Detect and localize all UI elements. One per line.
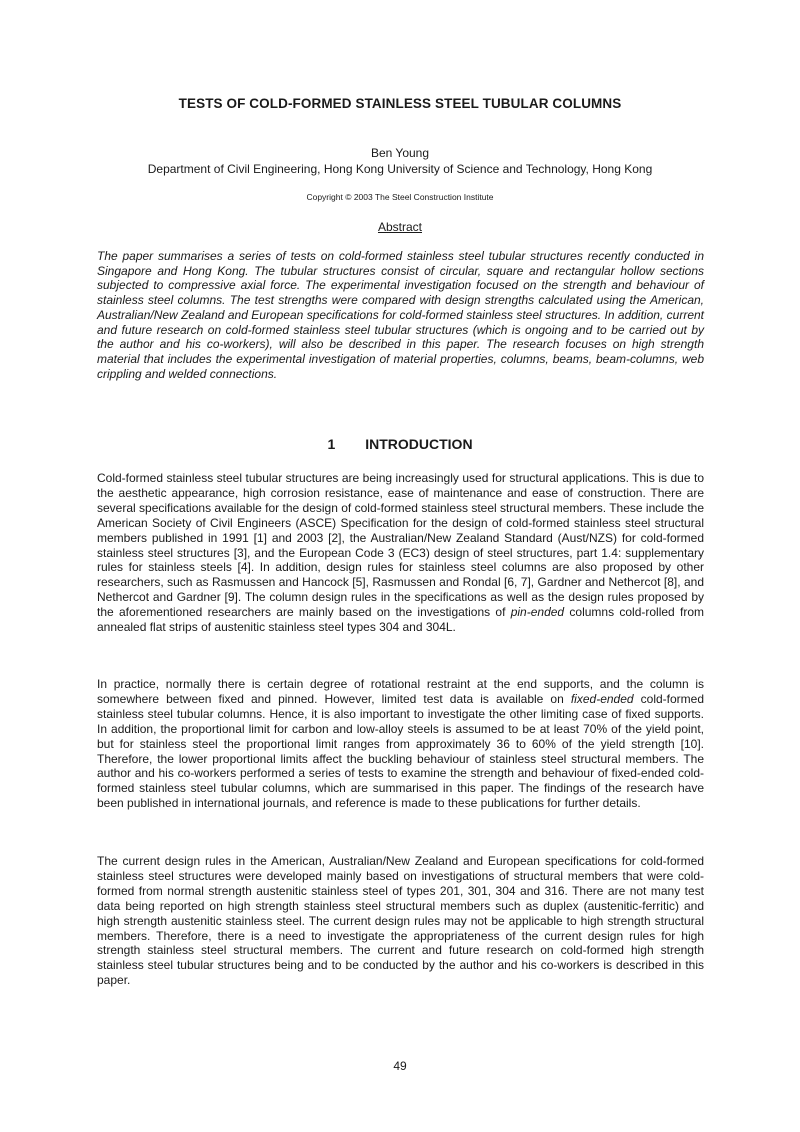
- abstract-body: The paper summarises a series of tests on cold-formed stainless steel tubular structures recently conducted in Singapore and Hong Kong. The tubular structures consist of circular, square and rectangular hollow sections subjected to compressive axial force. The experimental investigation focused on the strength and behaviour of stainless steel columns. The test strengths were compared with design strengths calculated using the American, Australian/New Zealand and European specifications for cold-formed stainless steel structures. In addition, current and future research on cold-formed stainless steel tubular structures (which is ongoing and to be carried out by the author and his co-workers), will also be described in this paper. The research focuses on high strength material that includes the experimental investigation of material properties, columns, beams, beam-columns, web crippling and welded connections.: [97, 249, 704, 381]
- abstract-heading: Abstract: [377, 220, 422, 234]
- paragraph-text: In practice, normally there is certain degree of rotational restraint at the end supports, and the column is somewhere between fixed and pinned. However, limited test data is available on: [97, 677, 704, 706]
- paragraph-text: columns cold-rolled from annealed flat strips of austenitic stainless steel types 304 and 304L.: [97, 605, 704, 635]
- page-number: 49: [393, 1059, 407, 1073]
- paragraph-text: cold-formed stainless steel tubular columns. Hence, it is also important to investigate the other limiting case of fixed supports. In addition, the proportional limit for carbon and low-alloy steels is assumed to be at least 70% of the yield point, but for stainless steel the proportional limit ranges from approximately 36 to 60% of the yield strength [10]. Therefore, the lower proportional limits affect the buckling behaviour of stainless steel structural members. The author and his co-workers performed a series of tests to examine the strength and behaviour of fixed-ended cold-formed stainless steel tubular columns, which are summarised in this paper. The findings of the research have been published in international journals, and reference is made to these publications for further details.: [97, 691, 704, 811]
- intro-paragraph-2: [97, 677, 704, 811]
- emphasis-text: fixed-ended: [570, 691, 634, 706]
- section-number: 1: [327, 436, 336, 452]
- paper-title: TESTS OF COLD-FORMED STAINLESS STEEL TUBULAR COLUMNS: [178, 96, 622, 111]
- section-heading-introduction: [0, 436, 800, 452]
- author-affiliation: Department of Civil Engineering, Hong Kong University of Science and Technology, Hong Kong: [147, 162, 653, 176]
- intro-paragraph-1: [97, 471, 704, 635]
- intro-paragraph-3: The current design rules in the American, Australian/New Zealand and European specifications for cold-formed stainless steel structures were developed mainly based on investigations of structural members that were cold-formed from normal strength austenitic stainless steel of types 201, 301, 304 and 316. There are not many test data being reported on high strength stainless steel structural members such as duplex (austenitic-ferritic) and high strength austenitic stainless steel. The current design rules may not be applicable to high strength structural members. Therefore, there is a need to investigate the appropriateness of the current design rules for high strength stainless steel structural members. The current and future research on cold-formed high strength stainless steel tubular structures being and to be conducted by the author and his co-workers is described in this paper.: [97, 854, 704, 988]
- copyright-notice: Copyright © 2003 The Steel Construction Institute: [306, 192, 494, 202]
- paragraph-text: Cold-formed stainless steel tubular structures are being increasingly used for structural applications. This is due to the aesthetic appearance, high corrosion resistance, ease of maintenance and ease of construction. There are several specifications available for the design of cold-formed stainless steel structural members. These include the American Society of Civil Engineers (ASCE) Specification for the design of cold-formed stainless steel structural members published in 1991 [1] and 2003 [2], the Australian/New Zealand Standard (Aust/NZS) for cold-formed stainless steel structures [3], and the European Code 3 (EC3) design of steel structures, part 1.4: supplementary rules for stainless steels [4]. In addition, design rules for stainless steel columns are also proposed by other researchers, such as Rasmussen and Hancock [5], Rasmussen and Rondal [6, 7], Gardner and Nethercot [8], and Nethercot and Gardner [9]. The column design rules in the specifications as well as the design rules proposed by the aforementioned researchers are mainly based on the investigations of: [97, 471, 704, 620]
- section-title: INTRODUCTION: [365, 436, 473, 452]
- author-name: Ben Young: [370, 146, 430, 160]
- emphasis-text: pin-ended: [510, 605, 565, 620]
